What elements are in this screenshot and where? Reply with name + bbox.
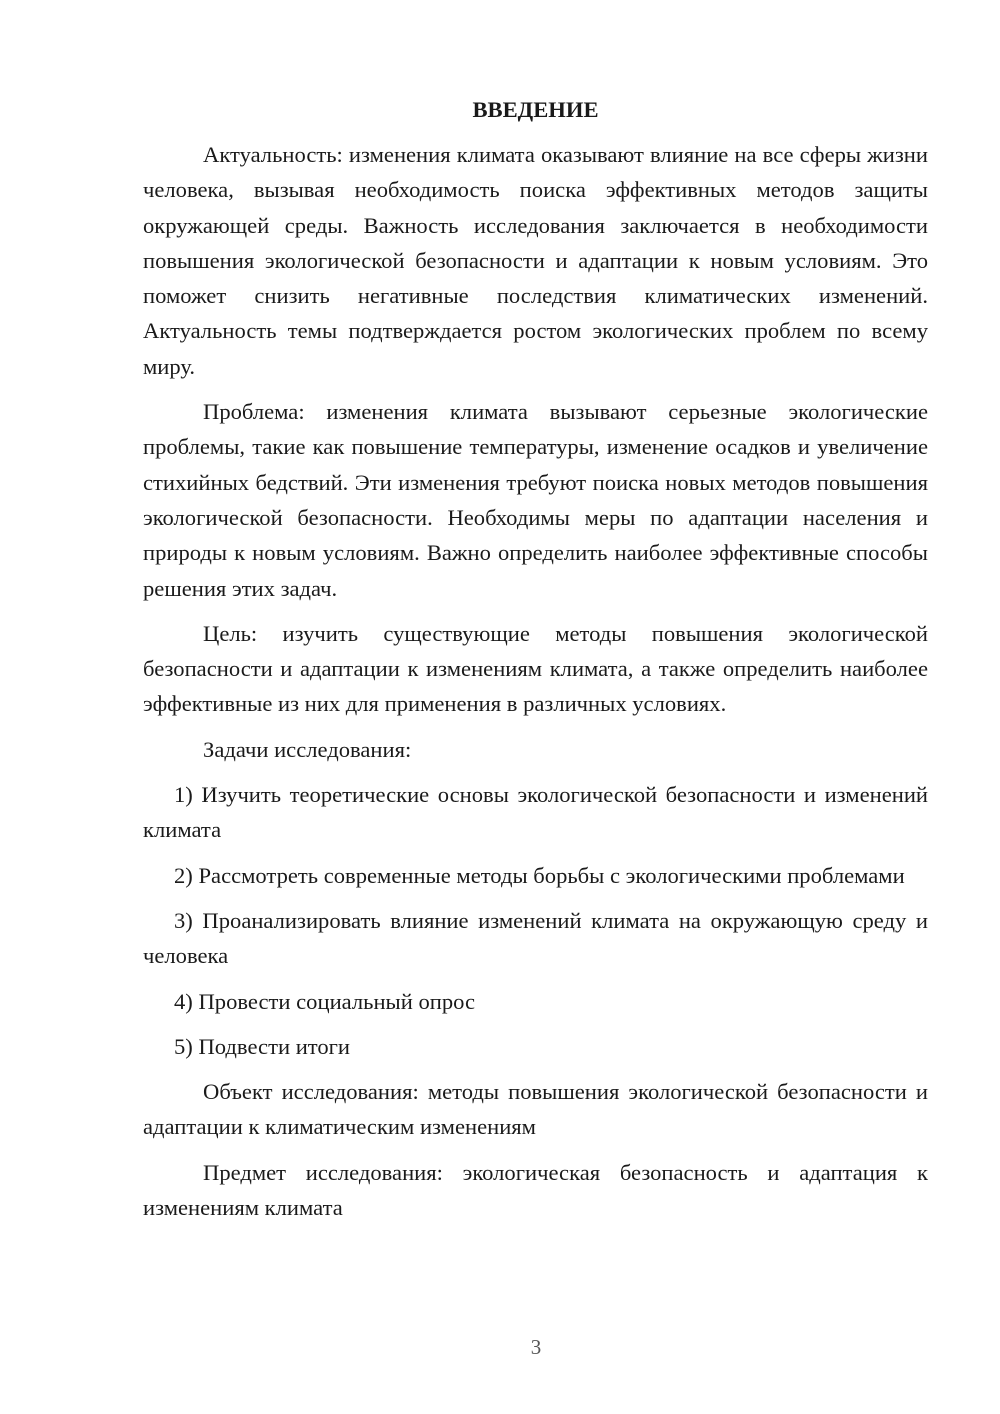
paragraph-object: Объект исследования: методы повышения экологической безопасности и адаптации к климатическим изменениям (143, 1079, 928, 1140)
page-number: 3 (530, 1335, 542, 1359)
task-item-5: 5) Подвести итоги (174, 1033, 351, 1059)
task-item-2: 2) Рассмотреть современные методы борьбы с экологическими проблемами (174, 862, 905, 888)
page-title: ВВЕДЕНИЕ (472, 97, 599, 122)
paragraph-subject: Предмет исследования: экологическая безопасность и адаптация к изменениям климата (143, 1159, 928, 1221)
task-item-1: 1) Изучить теоретические основы экологической безопасности и изменений климата (143, 782, 928, 843)
task-item-3: 3) Проанализировать влияние изменений климата на окружающую среду и человека (143, 907, 928, 969)
tasks-heading: Задачи исследования: (203, 736, 412, 762)
paragraph-goal: Цель: изучить существующие методы повышения экологической безопасности и адаптации к изменениям климата, а также определить наиболее эффективные из них для применения в различных условиях. (143, 620, 928, 717)
document-body (143, 92, 928, 1225)
paragraph-problem: Проблема: изменения климата вызывают серьезные экологические проблемы, такие как повышение температуры, изменение осадков и увеличение стихийных бедствий. Эти изменения требуют поиска новых методов повышения экологической безопасности. Необходимы меры по адаптации населения и природы к новым условиям. Важно определить наиболее эффективные способы решения этих задач. (143, 399, 928, 601)
task-item-4: 4) Провести социальный опрос (174, 988, 476, 1014)
paragraph-relevance: Актуальность: изменения климата оказывают влияние на все сферы жизни человека, вызывая необходимость поиска эффективных методов защиты окружающей среды. Важность исследования заключается в необходимости повышения экологической безопасности и адаптации к новым условиям. Это поможет снизить негативные последствия климатических изменений. Актуальность темы подтверждается ростом экологических проблем по всему миру. (143, 142, 928, 379)
